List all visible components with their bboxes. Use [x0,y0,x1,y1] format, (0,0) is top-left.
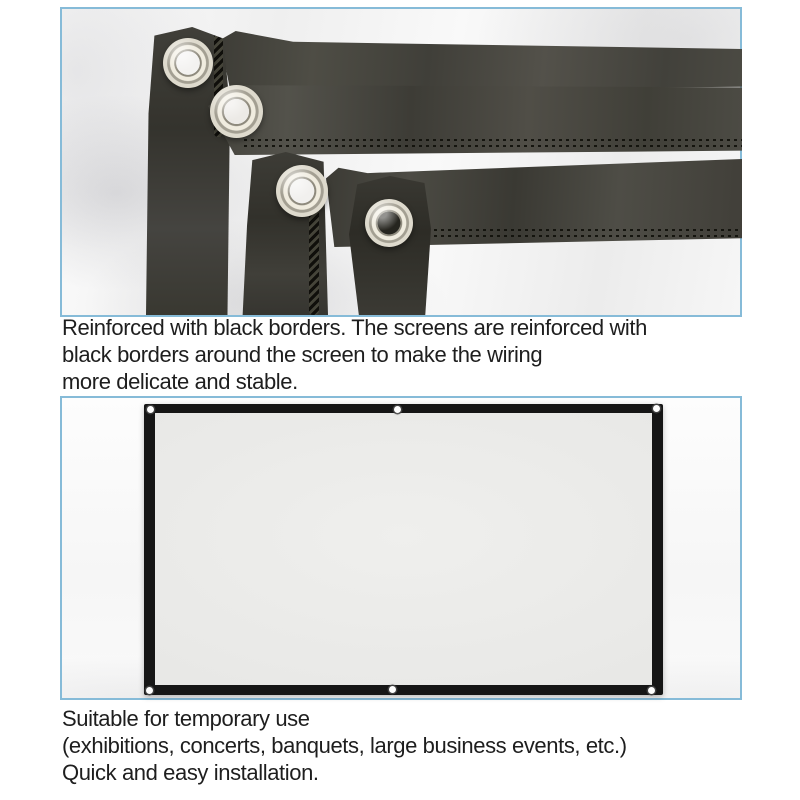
caption-line: Reinforced with black borders. The screens are reinforced with [62,315,647,340]
caption-line: more delicate and stable. [62,369,298,394]
screen-surface [155,413,652,685]
metal-grommet [210,85,263,138]
stitch-line [244,139,742,141]
caption-line: Quick and easy installation. [62,760,319,785]
caption-line: Suitable for temporary use [62,706,310,731]
screen-black-frame [144,404,663,695]
black-border-strip-horizontal-2 [208,83,742,155]
metal-grommet [163,38,213,88]
caption-line: black borders around the screen to make the wiring [62,342,543,367]
stitch-line [244,145,742,147]
temporary-use-caption [62,705,722,786]
caption-line: (exhibitions, concerts, banquets, large business events, etc.) [62,733,627,758]
grommet-hole [389,686,396,693]
grommet-hole [147,406,154,413]
reinforced-borders-caption [62,314,722,395]
metal-grommet [365,199,413,247]
grommet-hole [648,687,655,694]
metal-grommet [276,165,328,217]
projection-screen-photo [60,396,742,700]
grommet-hole [394,406,401,413]
grommet-detail-photo [60,7,742,317]
grommet-hole [653,405,660,412]
grommet-hole [146,687,153,694]
